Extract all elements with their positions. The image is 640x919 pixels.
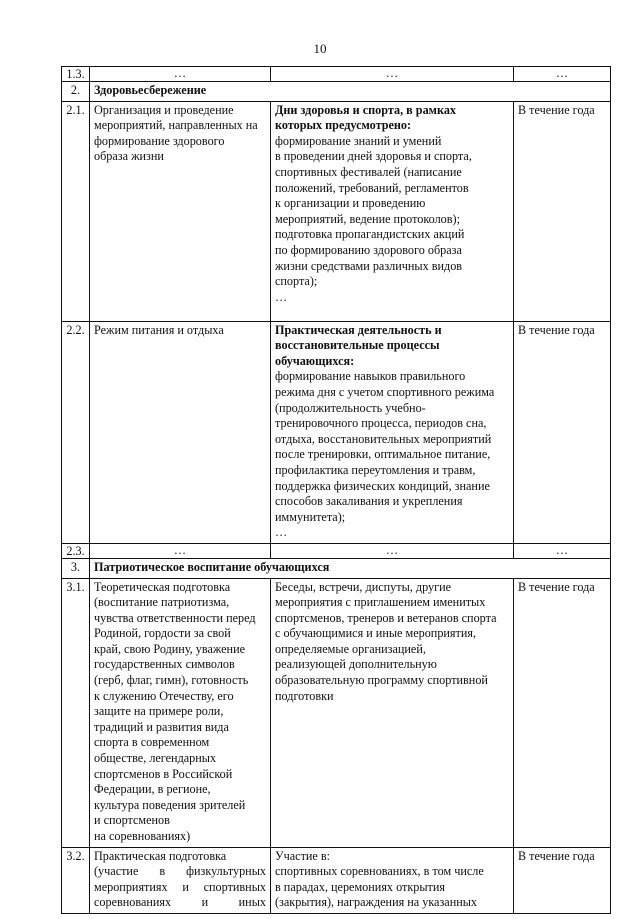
table-row xyxy=(62,321,611,543)
content-line: иммунитета); xyxy=(275,509,346,524)
section-title: Патриотическое воспитание обучающихся xyxy=(90,558,611,578)
content-line: спортивных фестивалей (написание xyxy=(275,164,462,179)
content-line: … xyxy=(275,289,288,304)
content-line: (продолжительность учебно- xyxy=(275,400,426,415)
activities-table xyxy=(61,66,611,914)
content-line: мероприятия с приглашением именитых xyxy=(275,595,486,610)
content-heading: Дни здоровья и спорта, в рамках xyxy=(275,102,457,117)
content-line: спортивных соревнованиях, в том числе xyxy=(275,864,484,879)
content-cell xyxy=(271,321,514,543)
content-line: Участие в: xyxy=(275,848,331,863)
ellipsis-cell: … xyxy=(90,543,271,558)
content-line: (закрытия), награждения на указанных xyxy=(275,895,478,910)
activity-line: защите на примере роли, xyxy=(94,704,224,719)
activity-line: (герб, флаг, гимн), готовность xyxy=(94,673,249,688)
period-cell: В течение года xyxy=(514,847,611,913)
content-line: поддержка физических кондиций, знание xyxy=(275,478,490,493)
content-cell xyxy=(271,578,514,847)
content-line: подготовки xyxy=(275,688,334,703)
activity-line: Режим питания и отдыха xyxy=(94,322,224,337)
period-cell: В течение года xyxy=(514,101,611,321)
activity-cell xyxy=(90,101,271,321)
content-line: формирование знаний и умений xyxy=(275,133,442,148)
content-line: формирование навыков правильного xyxy=(275,369,466,384)
ellipsis-cell: … xyxy=(514,543,611,558)
content-line: режима дня с учетом спортивного режима xyxy=(275,384,495,399)
content-heading: Практическая деятельность и xyxy=(275,322,442,337)
period-cell: В течение года xyxy=(514,578,611,847)
activity-line: чувства ответственности перед xyxy=(94,610,256,625)
content-line: подготовка пропагандистских акций xyxy=(275,227,465,242)
table-row xyxy=(62,101,611,321)
ellipsis-cell: … xyxy=(271,67,514,82)
content-heading: которых предусмотрено: xyxy=(275,118,412,133)
content-line: спорта); xyxy=(275,274,318,289)
row-number: 2.2. xyxy=(62,321,90,543)
content-line: после тренировки, оптимальное питание, xyxy=(275,447,491,462)
content-heading: обучающихся: xyxy=(275,353,355,368)
activity-line: Теоретическая подготовка xyxy=(94,579,231,594)
content-line: в проведении дней здоровья и спорта, xyxy=(275,149,472,164)
content-line: … xyxy=(275,525,288,540)
content-line: образовательную программу спортивной xyxy=(275,673,488,688)
content-line: отдыха, восстановительных мероприятий xyxy=(275,431,492,446)
activity-line: мероприятий, направленных на xyxy=(94,118,258,133)
content-line: способов закаливания и укрепления xyxy=(275,494,463,509)
activity-line: и спортсменов xyxy=(94,813,170,828)
section-row xyxy=(62,82,611,102)
activity-line: спортсменов в Российской xyxy=(94,766,233,781)
content-line: мероприятий, ведение протоколов); xyxy=(275,211,460,226)
content-heading: восстановительные процессы xyxy=(275,338,440,353)
section-title: Здоровьесбережение xyxy=(90,82,611,102)
activity-line: Федерации, в регионе, xyxy=(94,782,211,797)
content-line: в парадах, церемониях открытия xyxy=(275,879,445,894)
section-row xyxy=(62,558,611,578)
row-number: 3.1. xyxy=(62,578,90,847)
content-line: профилактика переутомления и травм, xyxy=(275,462,476,477)
activity-line: образа жизни xyxy=(94,149,164,164)
activity-line: обществе, легендарных xyxy=(94,751,217,766)
table-row xyxy=(62,847,611,913)
activity-cell xyxy=(90,321,271,543)
activity-cell xyxy=(90,578,271,847)
ellipsis-cell: … xyxy=(90,67,271,82)
row-number: 3.2. xyxy=(62,847,90,913)
content-cell xyxy=(271,101,514,321)
table-row xyxy=(62,67,611,82)
activity-line: Родиной, гордости за свой xyxy=(94,626,231,641)
activity-line: спорта в современном xyxy=(94,735,210,750)
activity-line: к служению Отечеству, его xyxy=(94,688,234,703)
content-line: тренировочного процесса, периодов сна, xyxy=(275,416,487,431)
table-row xyxy=(62,543,611,558)
activity-line: Организация и проведение xyxy=(94,102,234,117)
row-number: 1.3. xyxy=(62,67,90,82)
activity-line: формирование здорового xyxy=(94,133,225,148)
activity-line: культура поведения зрителей xyxy=(94,797,246,812)
activity-line: (участие в физкультурных xyxy=(94,864,266,879)
activity-line: соревнованиях и иных xyxy=(94,895,266,910)
activity-line: на соревнованиях) xyxy=(94,829,191,843)
content-line: с обучающимися и иные мероприятия, xyxy=(275,626,477,641)
activity-cell xyxy=(90,847,271,913)
content-line: к организации и проведению xyxy=(275,196,426,211)
table-row xyxy=(62,578,611,847)
activity-line: мероприятиях и спортивных xyxy=(94,879,266,894)
activity-line: государственных символов xyxy=(94,657,235,672)
row-number: 2. xyxy=(62,82,90,102)
row-number: 2.3. xyxy=(62,543,90,558)
ellipsis-cell: … xyxy=(271,543,514,558)
content-line: жизни средствами различных видов xyxy=(275,258,463,273)
content-cell xyxy=(271,847,514,913)
row-number: 3. xyxy=(62,558,90,578)
content-line: реализующей дополнительную xyxy=(275,657,437,672)
ellipsis-cell: … xyxy=(514,67,611,82)
content-line: Беседы, встречи, диспуты, другие xyxy=(275,579,452,594)
content-line: спортсменов, тренеров и ветеранов спорта xyxy=(275,610,497,625)
page-number: 10 xyxy=(313,41,327,56)
activity-line: край, свою Родину, уважение xyxy=(94,641,246,656)
content-line: определяемые организацией, xyxy=(275,641,426,656)
content-line: по формированию здорового образа xyxy=(275,242,462,257)
period-cell: В течение года xyxy=(514,321,611,543)
activity-line: Практическая подготовка xyxy=(94,848,227,863)
row-number: 2.1. xyxy=(62,101,90,321)
content-line: положений, требований, регламентов xyxy=(275,180,469,195)
activity-line: традиций и развития вида xyxy=(94,719,229,734)
activity-line: (воспитание патриотизма, xyxy=(94,595,230,610)
